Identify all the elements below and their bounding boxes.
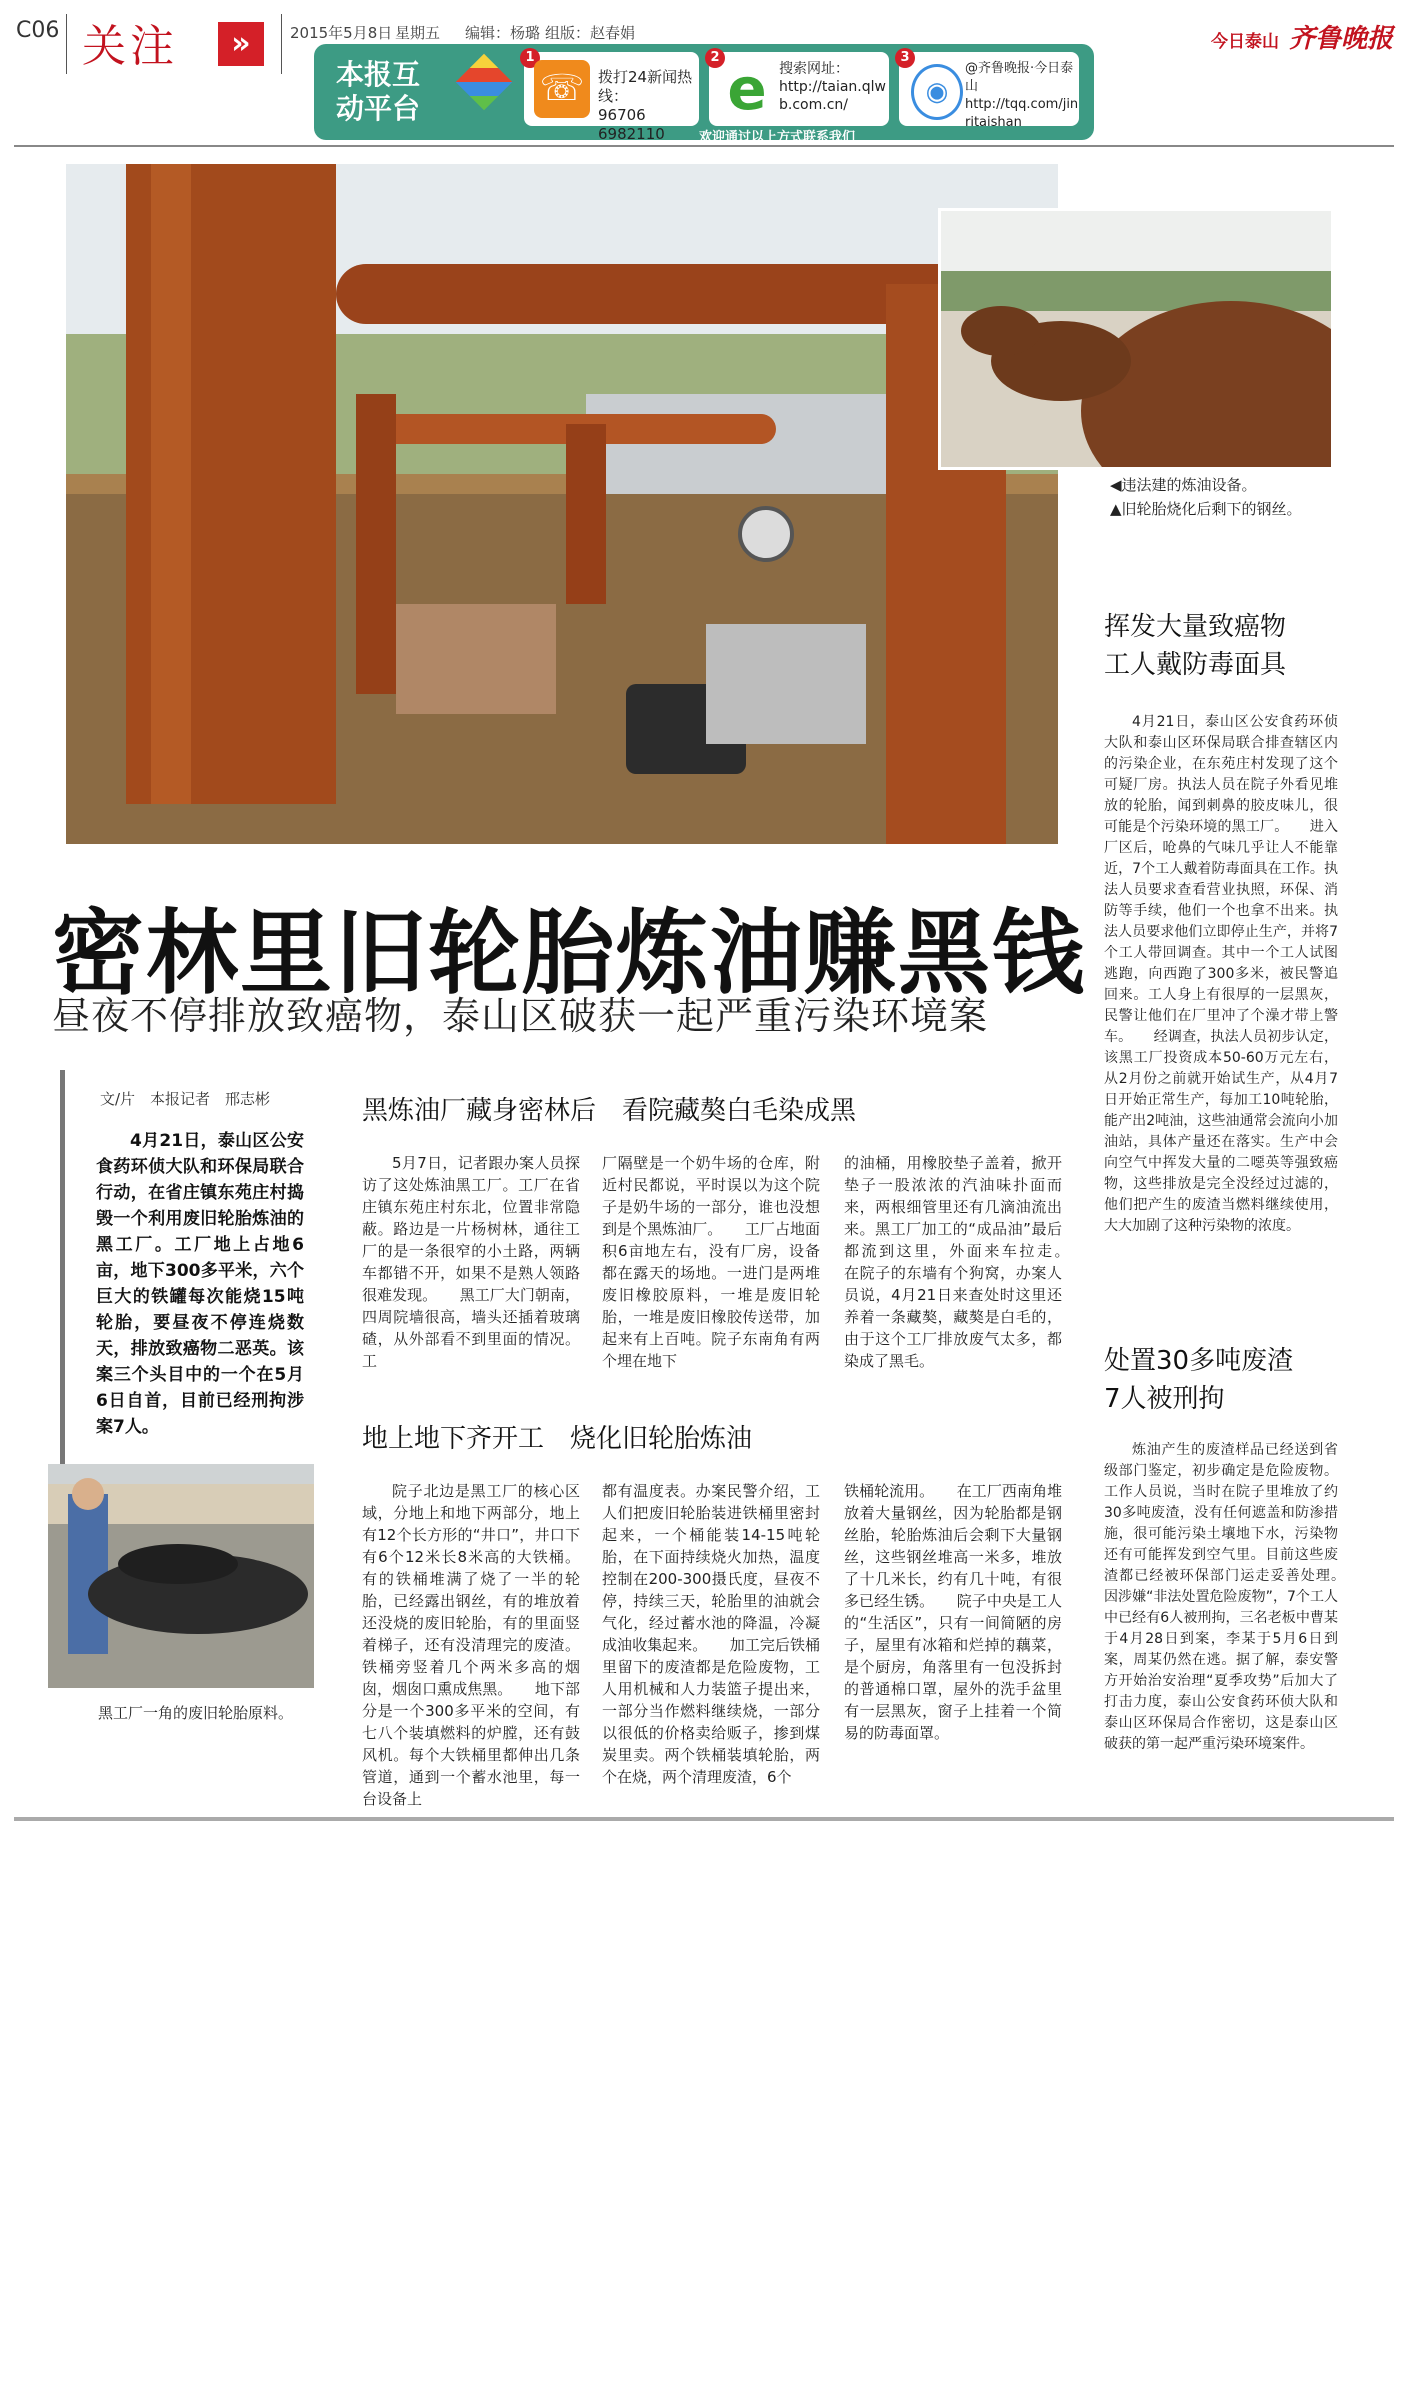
subheadline: 昼夜不停排放致癌物，泰山区破获一起严重污染环境案 [52, 994, 989, 1038]
interactive-platform-banner [314, 44, 1094, 145]
right-section-1-body: 4月21日，泰山区公安食药环侦大队和泰山区环保局联合排查辖区内的污染企业，在东苑庄村发现了这个可疑厂房。执法人员在院子外看见堆放的轮胎，闻到刺鼻的胶皮味儿，很可能是个污染环境的黑工厂。 进入厂区后，呛鼻的气味几乎让人不能靠近，7个工人戴着防毒面具在工作。执法人员要求查看营业执照，环保、消防等手续，他们一个也拿不出来。执法人员要求他们立即停止生产，并将7个工人带回调查。其中一个工人试图逃跑，向西跑了300多米，被民警追回来。工人身上有很厚的一层黑灰，民警让他们在厂里冲了个澡才带上警车。 经调查，执法人员初步认定，该黑工厂投资成本50-60万元左右，从2月份之前就开始试生产，从4月7日开始正常生产，每加工10吨轮胎，能产出2吨油，这些油通常会流向小加油站，具体产量还在落实。生产中会向空气中挥发大量的二噁英等强致癌物，这些排放是完全没经过过滤的，他们把产生的废渣当燃料继续使用，大大加剧了这种污染物的浓度。 [1104, 714, 1338, 1234]
inset-photo-caption: ▲旧轮胎烧化后剩下的钢丝。 [1110, 500, 1302, 518]
banner-hotline[interactable]: 1 ☏ 拨打24新闻热线： 96706 6982110 [524, 52, 699, 126]
scrap-tires-image [48, 1464, 314, 1688]
issue-weekday: 星期五 [395, 24, 441, 42]
number-badge: 1 [520, 48, 540, 68]
masthead-brand [1211, 18, 1393, 55]
header-divider [66, 14, 67, 74]
designer-credit: 组版：赵春娟 [545, 24, 636, 42]
tire-pile-photo [48, 1464, 314, 1688]
banner-website[interactable]: 2 e 搜索网址： http://taian.qlw b.com.cn/ [709, 52, 889, 126]
lead-bar [60, 1070, 65, 1470]
weibo-icon: ◉ [911, 64, 963, 120]
right-section-2-body: 炼油产生的废渣样品已经送到省级部门鉴定，初步确定是危险废物。工作人员说，当时在院子里堆放了约30多吨废渣，没有任何遮盖和防渗措施，很可能污染土壤地下水，污染物还有可能挥发到空气里。目前这些废渣都已经被环保部门运走妥善处理。 因涉嫌“非法处置危险废物”，7个工人中已经有6人被刑拘，三名老板中曹某于4月28日到案，李某于5月6日到案，周某仍然在逃。据了解，泰安警方开始治安治理“夏季攻势”后加大了打击力度，泰山公安食药环侦大队和泰山区环保局合作密切，这是泰山区破获的第一起严重污染环境案件。 [1104, 1442, 1366, 1752]
refinery-equipment-image [66, 164, 1058, 844]
section-arrow-icon: » [218, 22, 264, 66]
steel-wire-pile-image [941, 211, 1331, 467]
section-1-column-1: 5月7日，记者跟办案人员探访了这处炼油黑工厂。工厂在省庄镇东苑庄村东北，位置非常隐蔽。路边是一片杨树林，通往工厂的是一条很窄的小土路，两辆车都错不开，如果不是熟人领路很难发现。 黑工厂大门朝南，四周院墙很高，墙头还插着玻璃碴，从外部看不到里面的情况。工 [362, 1154, 580, 1370]
banner-footer: 欢迎通过以上方式联系我们 [699, 130, 856, 145]
edition-name: 今日泰山 [1210, 32, 1279, 52]
section-2-column-2: 都有温度表。办案民警介绍，工人们把废旧轮胎装进铁桶里密封起来，一个桶能装14-15吨轮胎，在下面持续烧火加热，温度控制在200-300摄氏度，昼夜不停，持续三天，轮胎里的油就会气化，经过蓄水池的降温，冷凝成油收集起来。 加工完后铁桶里留下的废渣都是危险废物，工人用机械和人力装篮子提出来，一部分当作燃料继续烧，一部分以很低的价格卖给贩子，掺到煤炭里卖。两个铁桶装填轮胎，两个在烧，两个清理废渣，6个 [602, 1482, 820, 1786]
lead-paragraph: 4月21日，泰山区公安食药环侦大队和环保局联合行动，在省庄镇东苑庄村捣毁一个利用废旧轮胎炼油的黑工厂。工厂地上占地6亩，地下300多平米，六个巨大的铁罐每次能烧15吨轮胎，要昼夜不停连烧数天，排放致癌物二恶英。该案三个头目中的一个在5月6日自首，目前已经刑拘涉案7人。 [96, 1131, 304, 1437]
byline: 文/片 本报记者 邢志彬 [100, 1090, 271, 1108]
paper-logo: 齐鲁晚报 [1288, 24, 1393, 54]
right-section-1-title: 挥发大量致癌物 工人戴防毒面具 [1104, 612, 1287, 680]
section-2-title: 地上地下齐开工 烧化旧轮胎炼油 [362, 1424, 753, 1454]
number-badge: 2 [705, 48, 725, 68]
section-1-column-2: 厂隔壁是一个奶牛场的仓库，附近村民都说，平时误以为这个院子是奶牛场的一部分，谁也没想到是个黑炼油厂。 工厂占地面积6亩地左右，没有厂房，设备都在露天的场地。一进门是两堆废旧橡胶原料，一堆是废旧轮胎，一堆是废旧橡胶传送带，加起来有上百吨。院子东南角有两个埋在地下 [602, 1154, 820, 1370]
section-2-column-1: 院子北边是黑工厂的核心区域，分地上和地下两部分，地上有12个长方形的“井口”，井口下有6个12米长8米高的大铁桶。有的铁桶堆满了烧了一半的轮胎，已经露出钢丝，有的堆放着还没烧的废旧轮胎，有的里面竖着梯子，还有没清理完的废渣。铁桶旁竖着几个两米多高的烟囱，烟囱口熏成焦黑。 地下部分是一个300多平米的空间，有七八个装填燃料的炉膛，还有鼓风机。每个大铁桶里都伸出几条管道，通到一个蓄水池里，每一台设备上 [362, 1482, 580, 1808]
browser-e-icon: e [727, 55, 767, 123]
header-rule [14, 145, 1394, 147]
right-section-2-title: 处置30多吨废渣 7人被刑拘 [1104, 1346, 1294, 1414]
banner-title: 本报互 动平台 [336, 58, 421, 125]
editor-credit: 编辑：杨璐 [465, 24, 541, 42]
page-bottom-rule [14, 1817, 1394, 1821]
tire-photo-caption: 黑工厂一角的废旧轮胎原料。 [98, 1704, 294, 1722]
phone-icon: ☏ [534, 60, 590, 118]
page-code: C06 [16, 18, 60, 43]
main-photo-caption: ◀违法建的炼油设备。 [1110, 476, 1257, 494]
section-2-column-3: 铁桶轮流用。 在工厂西南角堆放着大量钢丝，因为轮胎都是钢丝胎，轮胎炼油后会剩下大量钢丝，这些钢丝堆高一米多，堆放了十几米长，约有几十吨，有很多已经生锈。 院子中央是工人的“生活区”，只有一间简陋的房子，屋里有冰箱和烂掉的藕菜，是个厨房，角落里有一包没拆封的普通棉口罩，屋外的洗手盆里有一层黑灰，窗子上挂着一个简易的防毒面罩。 [844, 1482, 1062, 1742]
section-name: 关注 [82, 21, 178, 72]
section-1-title: 黑炼油厂藏身密林后 看院藏獒白毛染成黑 [362, 1096, 857, 1126]
main-photo [66, 164, 1058, 844]
issue-date: 2015年5月8日 [290, 24, 393, 42]
section-1-column-3: 的油桶，用橡胶垫子盖着，掀开垫子一股浓浓的汽油味扑面而来，两根细管里还有几滴油流出来。黑工厂加工的“成品油”最后都流到这里，外面来车拉走。 在院子的东墙有个狗窝，办案人员说，4月21日来查处时这里还养着一条藏獒，藏獒是白毛的，由于这个工厂排放废气太多，都染成了黑毛。 [844, 1154, 1093, 1370]
number-badge: 3 [895, 48, 915, 68]
inset-photo [938, 208, 1334, 470]
headline: 密林里旧轮胎炼油赚黑钱 [52, 900, 1087, 1007]
header-divider [281, 14, 282, 74]
banner-weibo[interactable]: 3 ◉ @齐鲁晚报·今日泰山 http://tqq.com/jin ritaishan [899, 52, 1079, 126]
